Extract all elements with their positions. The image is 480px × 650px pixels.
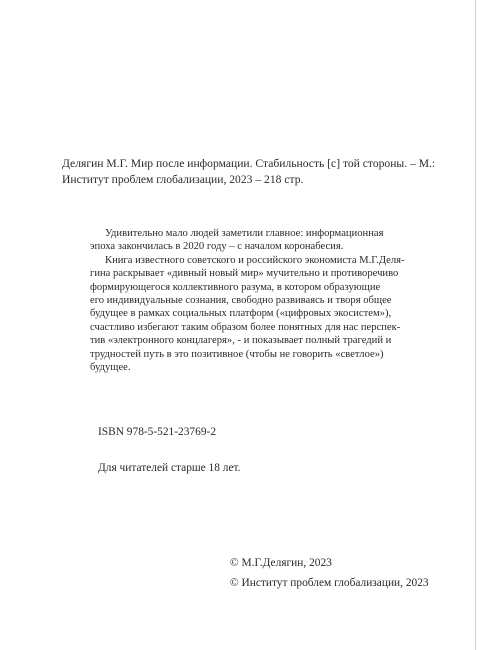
book-annotation (90, 227, 450, 374)
biblio-line: Делягин М.Г. Мир после информации. Стабильность [с] той стороны. – М.: (62, 157, 436, 170)
biblio-line: Институт проблем глобализации, 2023 – 218 стр. (62, 173, 304, 186)
annotation-line: тив «электронного концлагеря», - и показывает полный трагедий и (90, 335, 392, 347)
annotation-line: счастливо избегают таким образом более понятных для нас перспек- (90, 321, 401, 333)
copyright-line: © М.Г.Делягин, 2023 (230, 557, 332, 569)
annotation-line: трудностей путь в это позитивное (чтобы не говорить «светлое») (90, 348, 384, 360)
annotation-line: будущее в рамках социальных платформ («цифровых экосистем»), (90, 308, 392, 320)
bibliographic-record (62, 156, 462, 188)
isbn: ISBN 978-5-521-23769-2 (98, 426, 217, 438)
copyright-block (230, 553, 429, 593)
annotation-line: будущее. (90, 362, 131, 374)
copyright-line: © Институт проблем глобализации, 2023 (230, 577, 429, 589)
annotation-line: Книга известного советского и российского экономиста М.Г.Деля- (105, 254, 405, 266)
annotation-line: его индивидуальные сознания, свободно развиваясь и творя общее (90, 295, 392, 307)
age-rating: Для читателей старше 18 лет. (98, 462, 241, 474)
annotation-line: гина раскрывает «дивный новый мир» мучительно и противоречиво (90, 268, 399, 280)
page-edge-line (475, 0, 476, 650)
annotation-line: Удивительно мало людей заметили главное: информационная (105, 228, 384, 239)
annotation-line: эпоха закончилась в 2020 году – с началом коронабесия. (90, 241, 344, 253)
annotation-line: формирующегося коллективного разума, в котором образующие (90, 281, 381, 293)
